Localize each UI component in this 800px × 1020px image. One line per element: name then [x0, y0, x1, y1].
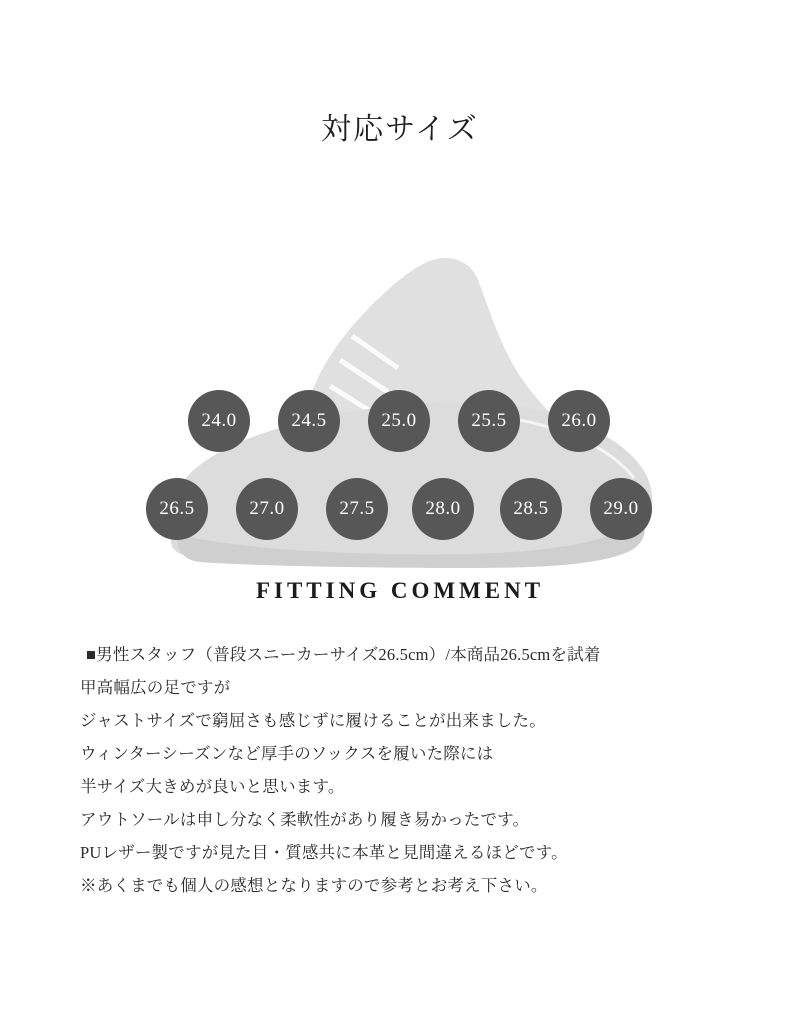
- fitting-comment-line: ジャストサイズで窮屈さも感じずに履けることが出来ました。: [80, 711, 546, 731]
- size-bubble[interactable]: 25.0: [368, 390, 430, 452]
- fitting-comment-line: アウトソールは申し分なく柔軟性があり履き易かったです。: [80, 810, 530, 830]
- fitting-comment-line: 半サイズ大きめが良いと思います。: [80, 777, 345, 797]
- product-size-guide-page: [0, 20, 800, 1020]
- size-bubble[interactable]: 27.5: [326, 478, 388, 540]
- size-bubble[interactable]: 28.0: [412, 478, 474, 540]
- fitting-comment-line: ※あくまでも個人の感想となりますので参考とお考え下さい。: [80, 876, 548, 896]
- fitting-comment-title: FITTING COMMENT: [255, 578, 545, 604]
- size-bubble[interactable]: 29.0: [590, 478, 652, 540]
- shoe-illustration-area: [0, 168, 800, 568]
- fitting-comment-line: ウィンターシーズンなど厚手のソックスを履いた際には: [80, 744, 494, 764]
- fitting-comment-line: ■男性スタッフ（普段スニーカーサイズ26.5cm）/本商品26.5cmを試着: [86, 645, 601, 665]
- fitting-comment-line: PUレザー製ですが見た目・質感共に本革と見間違えるほどです。: [80, 843, 568, 863]
- size-bubble[interactable]: 25.5: [458, 390, 520, 452]
- size-bubble[interactable]: 27.0: [236, 478, 298, 540]
- size-bubble[interactable]: 26.0: [548, 390, 610, 452]
- fitting-comment-body: [80, 638, 720, 902]
- page-title: 対応サイズ: [321, 113, 479, 147]
- size-bubble[interactable]: 24.0: [188, 390, 250, 452]
- size-bubble[interactable]: 24.5: [278, 390, 340, 452]
- size-bubble-group: [0, 168, 800, 568]
- size-bubble[interactable]: 28.5: [500, 478, 562, 540]
- fitting-comment-line: 甲高幅広の足ですが: [80, 678, 231, 698]
- size-bubble[interactable]: 26.5: [146, 478, 208, 540]
